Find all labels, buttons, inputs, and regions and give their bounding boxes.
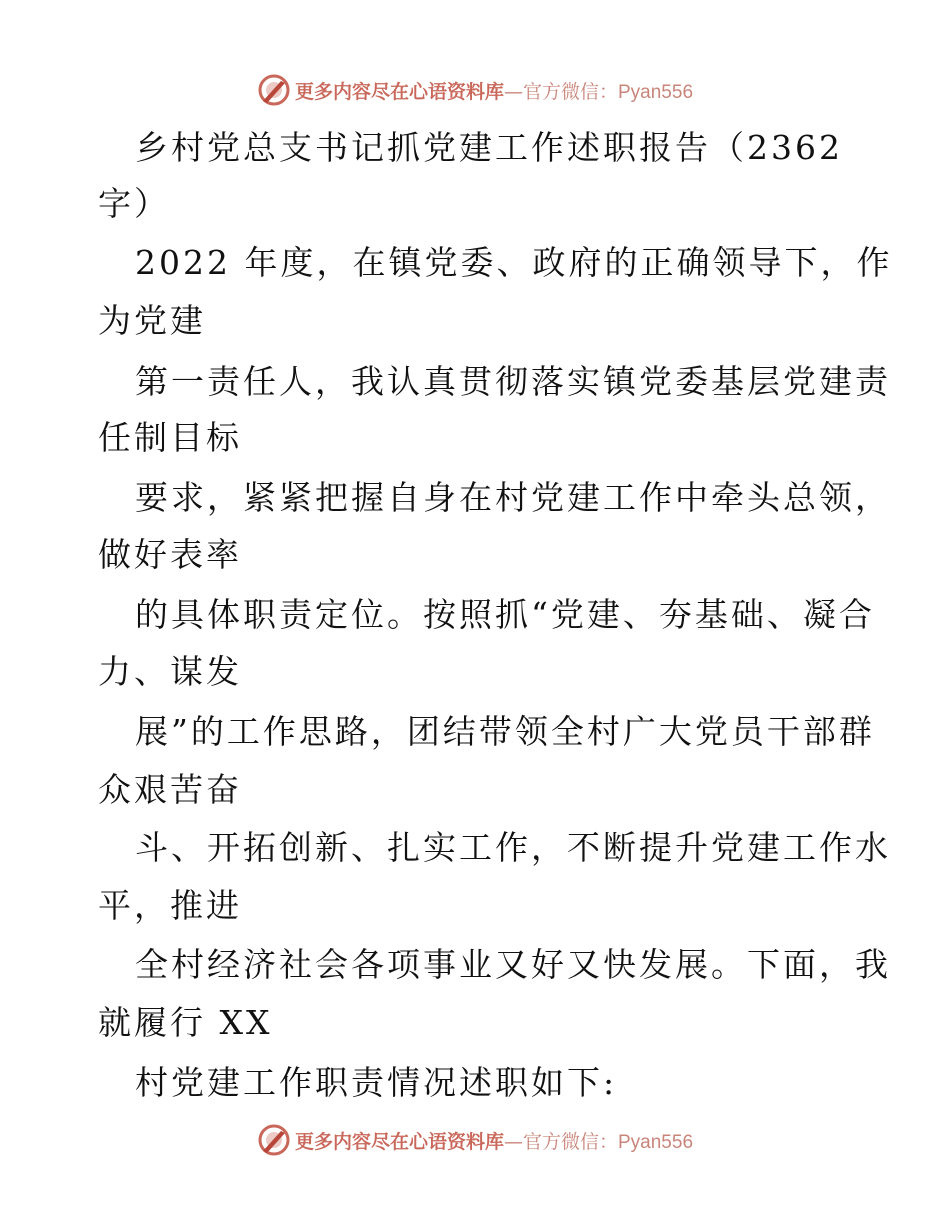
doc-line: 全村经济社会各项事业又好又快发展。下面，我 bbox=[135, 945, 891, 984]
doc-line: 第一责任人，我认真贯彻落实镇党委基层党建责 bbox=[135, 362, 891, 401]
doc-line: 做好表率 bbox=[98, 535, 242, 574]
doc-line: 2022 年度，在镇党委、政府的正确领导下，作 bbox=[135, 243, 893, 282]
doc-line: 众艰苦奋 bbox=[98, 770, 242, 809]
watermark-brand: 更多内容尽在心语资料库 bbox=[294, 1130, 504, 1153]
doc-line: 展”的工作思路，团结带领全村广大党员干部群 bbox=[135, 712, 875, 751]
watermark-channel: 官方微信： bbox=[522, 1130, 618, 1153]
doc-line: 就履行 XX bbox=[98, 1003, 273, 1042]
watermark-channel: 官方微信： bbox=[522, 80, 618, 103]
quill-seal-icon bbox=[257, 73, 291, 107]
doc-line: 斗、开拓创新、扎实工作，不断提升党建工作水 bbox=[135, 828, 891, 867]
doc-line: 乡村党总支书记抓党建工作述职报告（2362 bbox=[135, 128, 843, 167]
doc-line: 力、谋发 bbox=[98, 652, 242, 691]
doc-line: 字） bbox=[98, 184, 170, 223]
watermark-id: Pyan556 bbox=[618, 1131, 694, 1153]
header-watermark bbox=[0, 70, 950, 110]
doc-line: 的具体职责定位。按照抓“党建、夯基础、凝合 bbox=[135, 595, 875, 634]
watermark-text bbox=[295, 1127, 693, 1154]
watermark-brand: 更多内容尽在心语资料库 bbox=[294, 80, 504, 103]
watermark-separator: — bbox=[503, 1130, 523, 1153]
doc-line: 任制目标 bbox=[98, 418, 242, 457]
quill-seal-icon bbox=[257, 1123, 291, 1157]
watermark-id: Pyan556 bbox=[618, 81, 694, 103]
footer-watermark bbox=[0, 1120, 950, 1160]
watermark-separator: — bbox=[503, 80, 523, 103]
doc-line: 要求，紧紧把握自身在村党建工作中牵头总领， bbox=[135, 478, 891, 517]
doc-line: 村党建工作职责情况述职如下: bbox=[135, 1063, 618, 1102]
doc-line: 为党建 bbox=[98, 301, 206, 340]
doc-line: 平，推进 bbox=[98, 886, 242, 925]
watermark-text bbox=[295, 77, 693, 104]
